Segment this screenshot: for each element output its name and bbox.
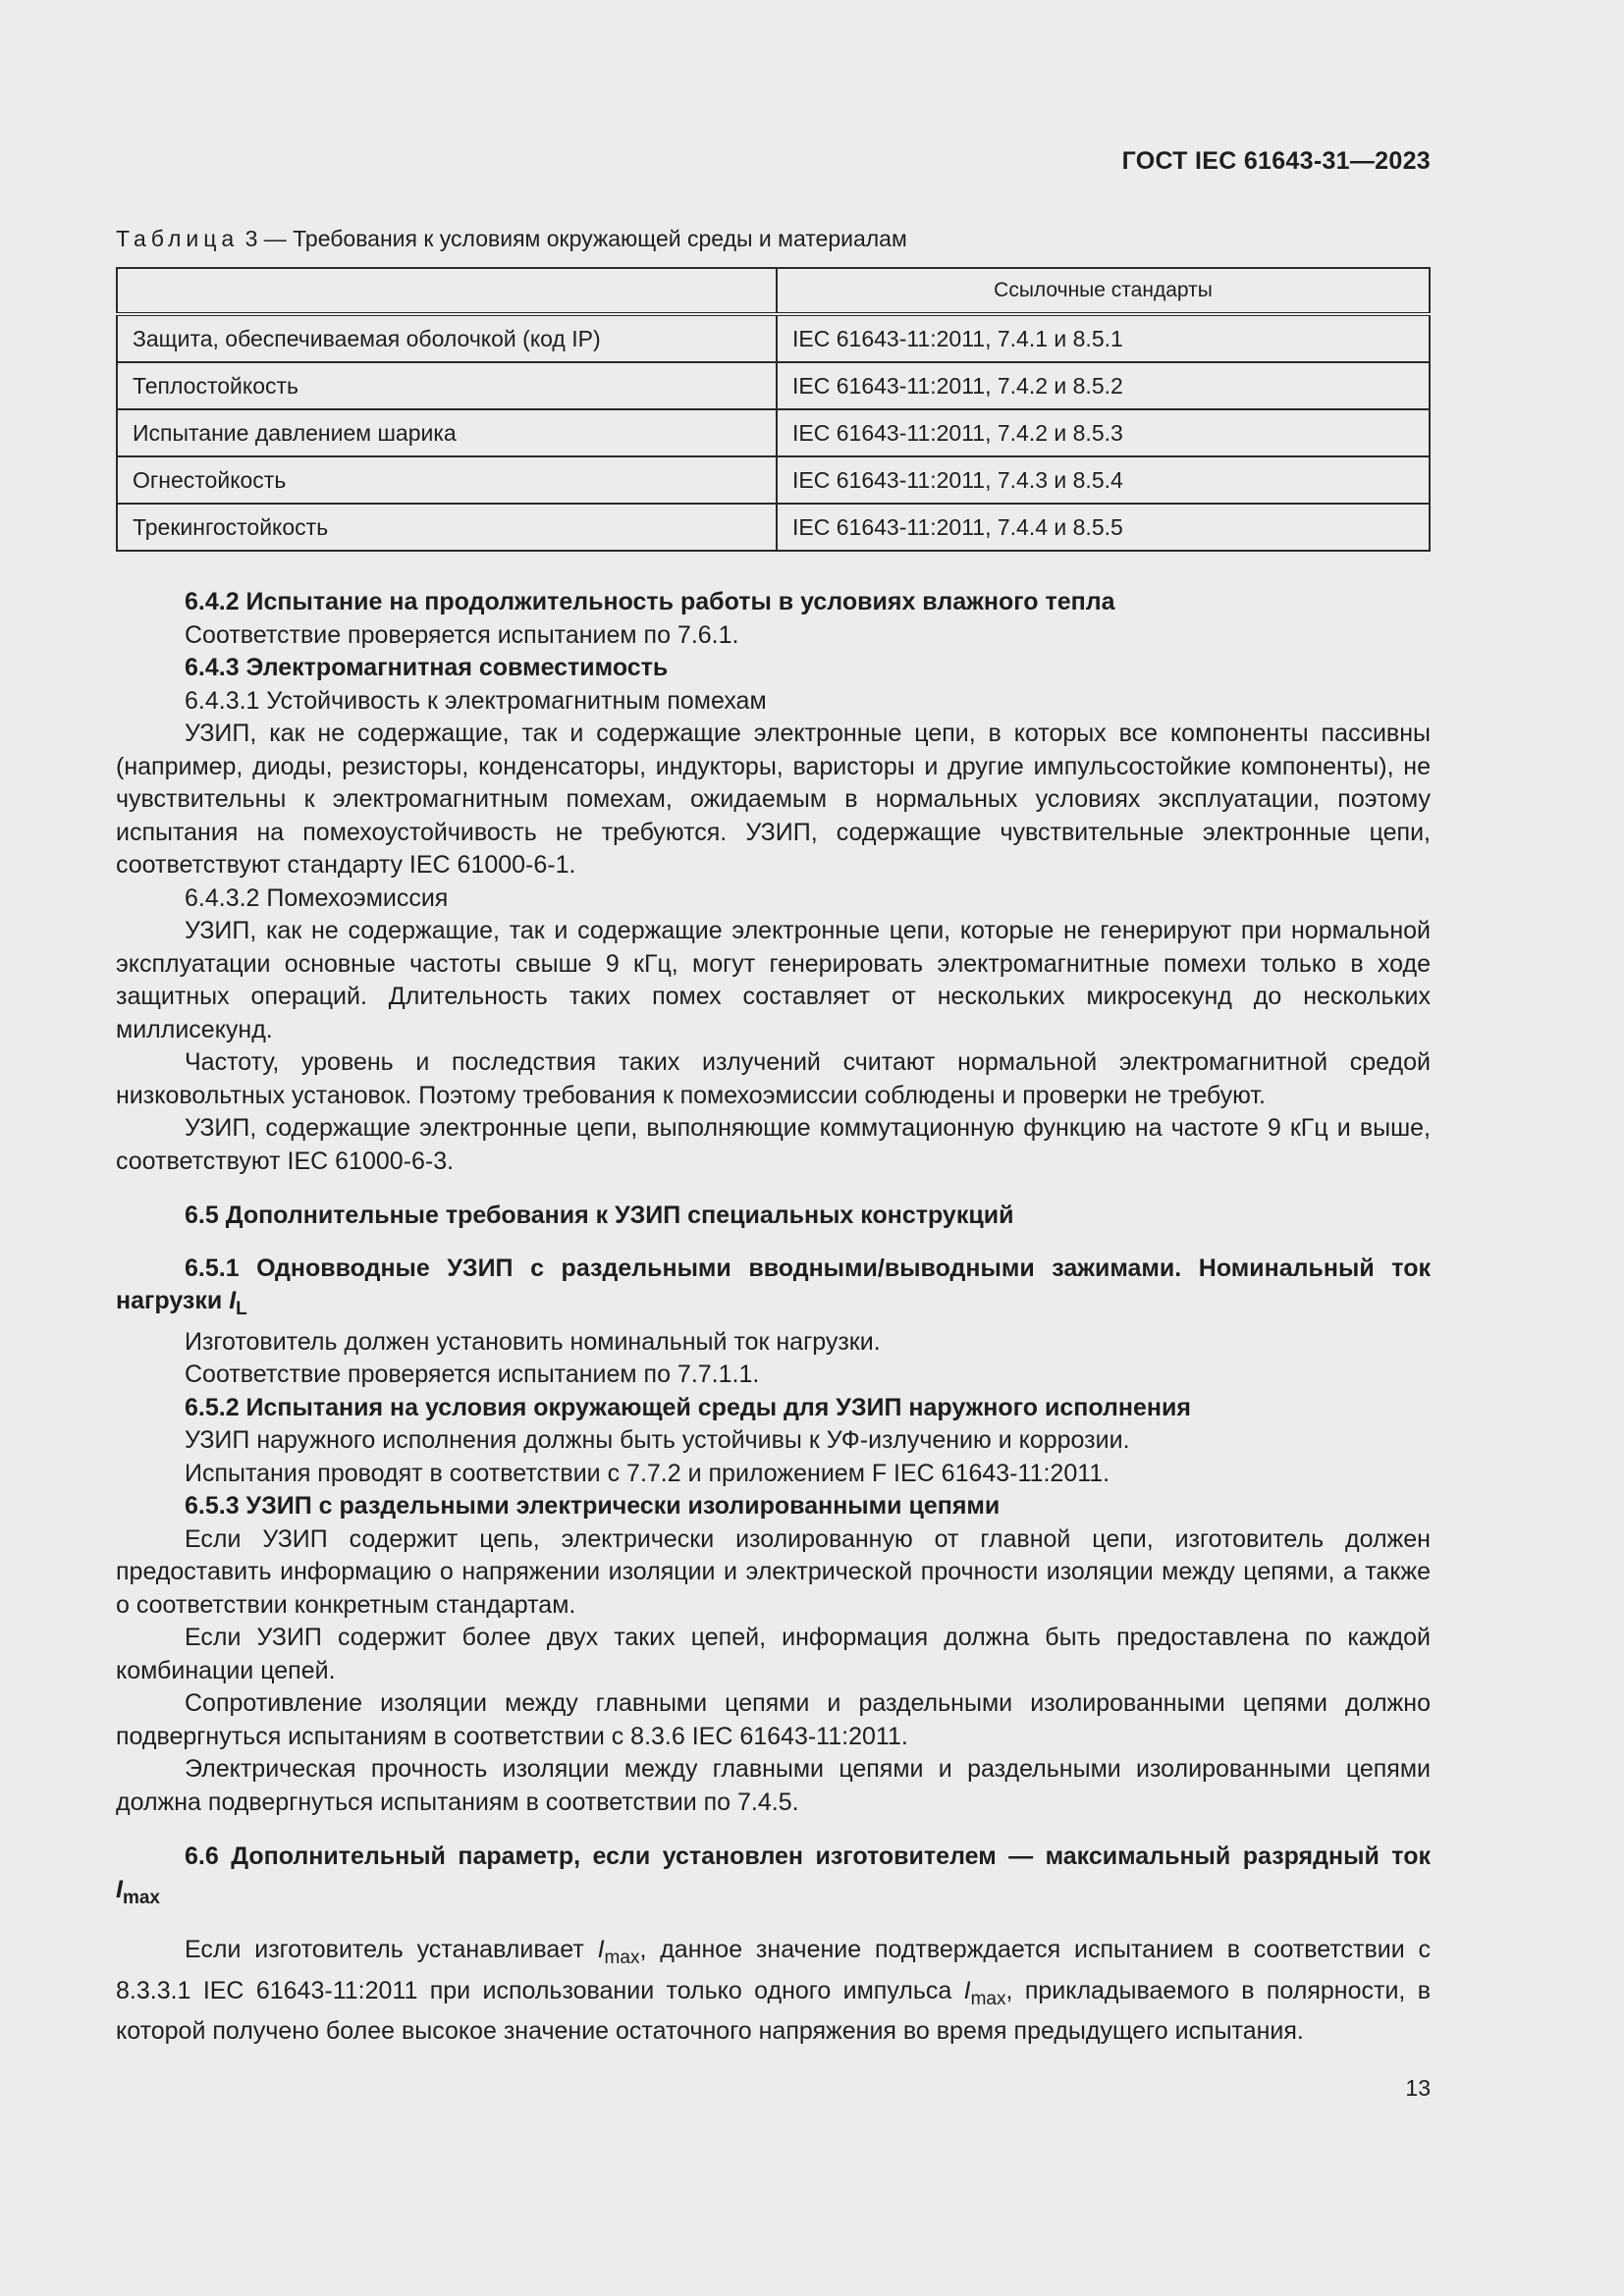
- table-cell-name: Трекингостойкость: [117, 504, 777, 551]
- page-number: 13: [1405, 2075, 1431, 2101]
- subsection-heading-6-4-3-2: 6.4.3.2 Помехоэмиссия: [185, 883, 449, 912]
- paragraph: УЗИП наружного исполнения должны быть устойчивы к УФ-излучению и коррозии.: [185, 1426, 1130, 1454]
- heading-text: 6.6 Дополнительный параметр, если установлен изготовителем — максимальный разрядный ток: [185, 1842, 1431, 1870]
- paragraph: Испытания проводят в соответствии с 7.7.2 и приложением F IEC 61643-11:2011.: [185, 1459, 1110, 1487]
- table-caption-text: 3 — Требования к условиям окружающей среды и материалам: [239, 226, 907, 251]
- paragraph: Изготовитель должен установить номинальный ток нагрузки.: [185, 1327, 881, 1356]
- table-cell-ref: IEC 61643-11:2011, 7.4.4 и 8.5.5: [777, 504, 1430, 551]
- section-heading-6-5-1: [116, 1253, 1431, 1326]
- text-run: , прикладываемого в полярности, в которой получено более высокое значение остаточного напряжения во время предыдущего испытания.: [116, 1976, 1431, 2045]
- table-cell-name: Испытание давлением шарика: [117, 409, 777, 456]
- paragraph: Если УЗИП содержит более двух таких цепей, информация должна быть предоставлена по каждой комбинации цепей.: [116, 1624, 1431, 1684]
- paragraph: Соответствие проверяется испытанием по 7.6.1.: [185, 620, 739, 649]
- section-heading-6-6: [116, 1841, 1431, 1914]
- paragraph: Если УЗИП содержит цепь, электрически изолированную от главной цепи, изготовитель должен предоставить информацию о напряжении изоляции и электрической прочности изоляции между цепями, а также о соответствии конкретным стандартам.: [116, 1524, 1431, 1619]
- paragraph: Электрическая прочность изоляции между главными цепями и раздельными изолированными цепями должна подвергнуться испытаниям в соответствии по 7.4.5.: [116, 1755, 1431, 1816]
- paragraph: [116, 1934, 1431, 2049]
- table-row: [117, 504, 1430, 551]
- paragraph: УЗИП, как не содержащие, так и содержащие электронные цепи, которые не генерируют при нормальной эксплуатации основные частоты свыше 9 кГц, могут генерировать электромагнитные помехи только в ходе защитных операций. Длительность таких помех составляет от нескольких микросекунд до нескольких миллисекунд.: [116, 917, 1431, 1043]
- table-cell-ref: IEC 61643-11:2011, 7.4.2 и 8.5.2: [777, 362, 1430, 409]
- table-row: [117, 314, 1430, 362]
- section-heading-6-5-2: 6.5.2 Испытания на условия окружающей среды для УЗИП наружного исполнения: [185, 1393, 1191, 1421]
- section-heading-6-4-2: 6.4.2 Испытание на продолжительность работы в условиях влажного тепла: [185, 588, 1115, 615]
- symbol-subscript: max: [604, 1948, 640, 1968]
- section-heading-6-5: 6.5 Дополнительные требования к УЗИП специальных конструкций: [185, 1201, 1014, 1229]
- paragraph: УЗИП, содержащие электронные цепи, выполняющие коммутационную функцию на частоте 9 кГц и выше, соответствуют IEC 61000-6-3.: [116, 1114, 1431, 1175]
- table-row: [117, 409, 1430, 456]
- table-header-row: [117, 268, 1430, 314]
- table-row: [117, 456, 1430, 504]
- paragraph: Сопротивление изоляции между главными цепями и раздельными изолированными цепями должно подвергнуться испытаниям в соответствии с 8.3.6 IEC 61643-11:2011.: [116, 1689, 1431, 1750]
- subsection-heading-6-4-3-1: 6.4.3.1 Устойчивость к электромагнитным помехам: [185, 686, 767, 715]
- symbol-current: I: [597, 1936, 605, 1963]
- table-caption: [116, 226, 907, 252]
- section-heading-6-5-3: 6.5.3 УЗИП с раздельными электрически изолированными цепями: [185, 1492, 1001, 1520]
- table-header-empty-cell: [117, 268, 777, 314]
- symbol-current: I: [963, 1976, 971, 2004]
- table-caption-word: Таблица: [116, 226, 240, 251]
- table-cell-name: Теплостойкость: [117, 362, 777, 409]
- document-header: ГОСТ IEC 61643-31—2023: [1121, 147, 1431, 175]
- heading-text: 6.5.1 Одновводные УЗИП с раздельными вводными/выводными зажимами. Номинальный ток нагрузки: [116, 1254, 1431, 1314]
- symbol-subscript: max: [970, 1988, 1006, 2009]
- body-text: [116, 586, 1431, 2049]
- table-row: [117, 362, 1430, 409]
- table-header-cell: Ссылочные стандарты: [777, 268, 1430, 314]
- symbol-subscript: max: [122, 1887, 160, 1908]
- text-run: , данное значение подтверждается испытанием в соответствии с 8.3.3.1 IEC 61643-11:2011 при использовании только одного импульса: [116, 1936, 1431, 2004]
- table-cell-name: Огнестойкость: [117, 456, 777, 504]
- symbol-current: I: [229, 1287, 237, 1314]
- paragraph: Соответствие проверяется испытанием по 7.7.1.1.: [185, 1361, 760, 1388]
- symbol-subscript: L: [236, 1299, 247, 1319]
- table-cell-ref: IEC 61643-11:2011, 7.4.3 и 8.5.4: [777, 456, 1430, 504]
- table-cell-ref: IEC 61643-11:2011, 7.4.1 и 8.5.1: [777, 314, 1430, 362]
- requirements-table: [116, 267, 1431, 552]
- paragraph: Частоту, уровень и последствия таких излучений считают нормальной электромагнитной средой низковольтных установок. Поэтому требования к помехоэмиссии соблюдены и проверки не требуют.: [116, 1048, 1431, 1109]
- paragraph: УЗИП, как не содержащие, так и содержащие электронные цепи, в которых все компоненты пассивны (например, диоды, резисторы, конденсаторы, индукторы, варисторы и другие импульсостойкие компоненты), не чувствительны к электромагнитным помехам, ожидаемым в нормальных условиях эксплуатации, поэтому испытания на помехоустойчивость не требуются. УЗИП, содержащие чувствительные электронные цепи, соответствуют стандарту IEC 61000-6-1.: [116, 720, 1431, 879]
- text-run: Если изготовитель устанавливает: [185, 1936, 598, 1963]
- section-heading-6-4-3: 6.4.3 Электромагнитная совместимость: [185, 654, 669, 681]
- table-cell-name: Защита, обеспечиваемая оболочкой (код IP): [117, 314, 777, 362]
- symbol-current: I: [116, 1875, 123, 1903]
- table-cell-ref: IEC 61643-11:2011, 7.4.2 и 8.5.3: [777, 409, 1430, 456]
